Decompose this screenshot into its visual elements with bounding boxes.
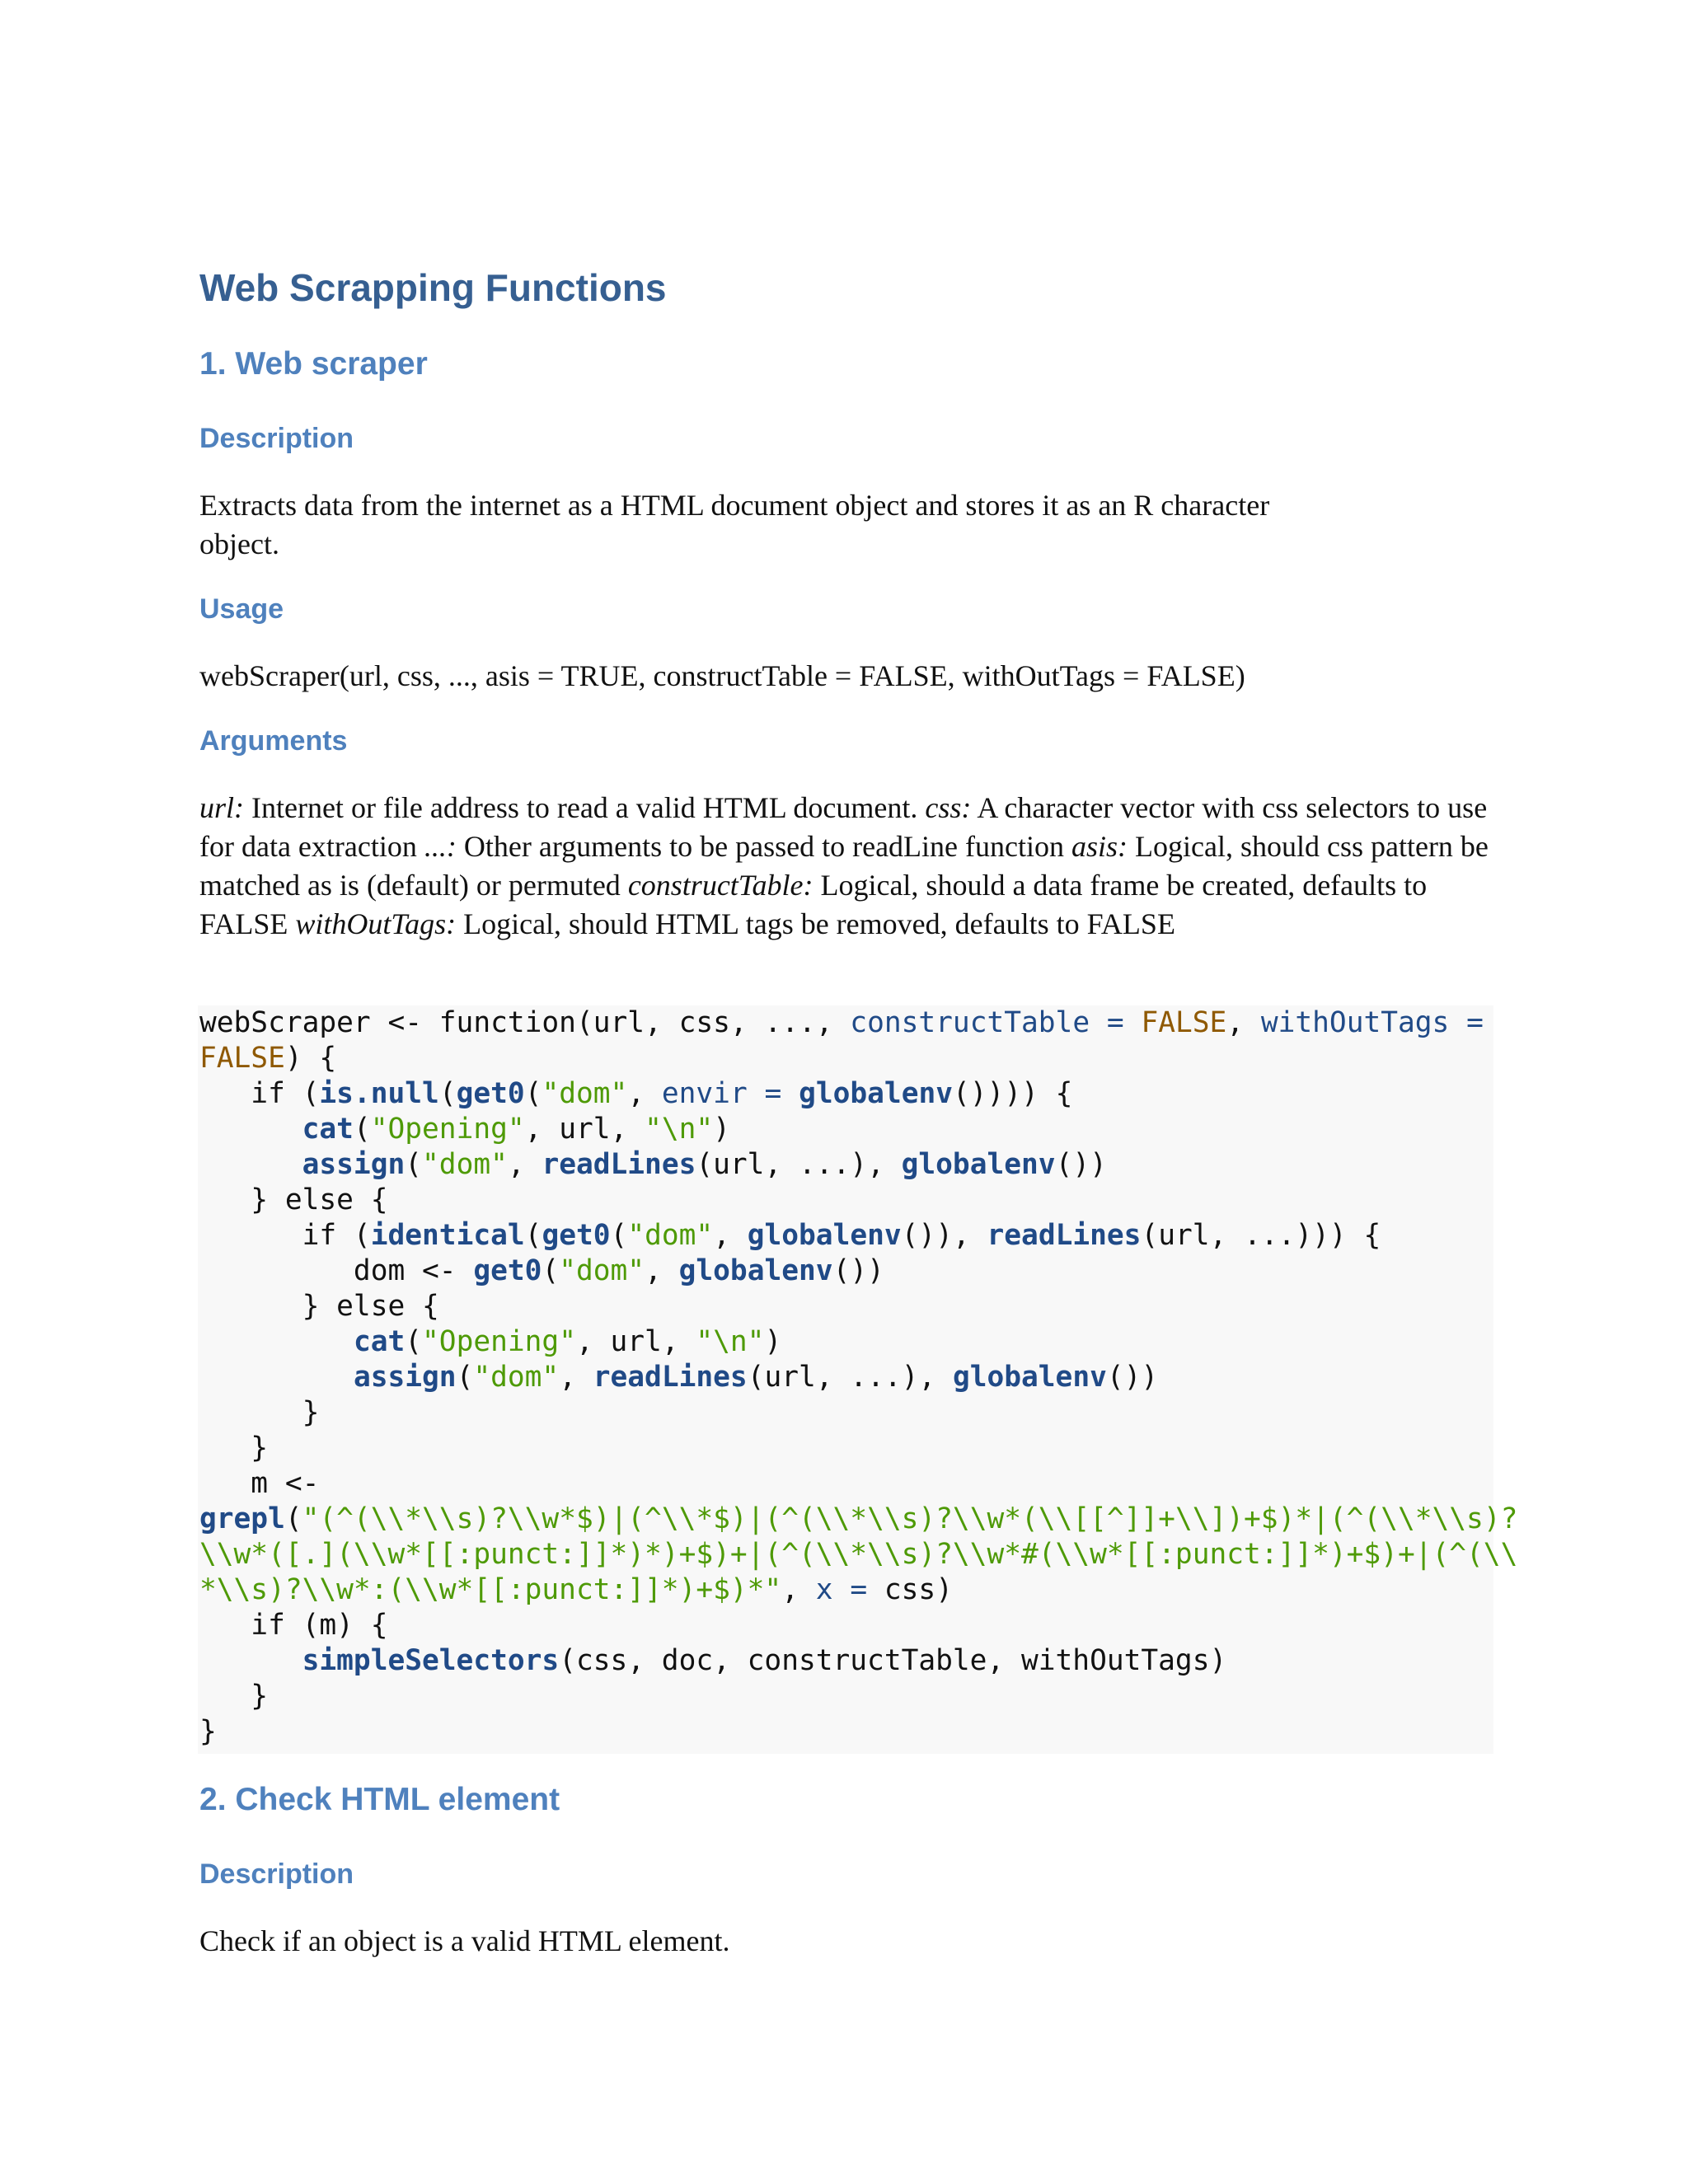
code-token: ( bbox=[284, 1502, 302, 1535]
code-token bbox=[781, 1077, 799, 1110]
code-token: ) bbox=[713, 1113, 730, 1146]
code-line bbox=[199, 1572, 1517, 1608]
section-heading-web-scraper: 1. Web scraper bbox=[199, 346, 428, 382]
code-token: ()))) { bbox=[953, 1077, 1073, 1110]
code-line bbox=[199, 1395, 1517, 1431]
code-token: , bbox=[627, 1077, 662, 1110]
code-token: ( bbox=[405, 1325, 423, 1358]
code-token-argument: = bbox=[764, 1077, 782, 1110]
code-token: (url, ...), bbox=[747, 1361, 953, 1394]
code-line bbox=[199, 1005, 1517, 1041]
arg-desc-url: Internet or file address to read a valid HTML document. bbox=[244, 791, 926, 824]
code-token: ( bbox=[438, 1077, 457, 1110]
description-text-2: Check if an object is a valid HTML element. bbox=[199, 1924, 730, 1957]
code-token bbox=[1090, 1006, 1107, 1039]
code-token: , bbox=[781, 1573, 816, 1606]
code-token: } bbox=[199, 1396, 320, 1429]
code-token bbox=[1124, 1006, 1142, 1039]
code-token-function: get0 bbox=[456, 1077, 525, 1110]
description-text bbox=[199, 486, 1493, 564]
code-token-string: *\\s)?\\w*:(\\w*[[:punct:]]*)+$)*" bbox=[199, 1573, 782, 1606]
code-token-string: "dom" bbox=[559, 1254, 645, 1287]
code-line bbox=[199, 1147, 1517, 1183]
code-line bbox=[199, 1112, 1517, 1147]
code-line bbox=[199, 1431, 1517, 1466]
code-token-argument: envir bbox=[661, 1077, 748, 1110]
usage-signature: webScraper(url, css, ..., asis = TRUE, constructTable = FALSE, withOutTags = FALSE) bbox=[199, 659, 1245, 692]
code-token: ( bbox=[524, 1077, 542, 1110]
arguments-heading: Arguments bbox=[199, 725, 348, 757]
code-line bbox=[199, 1076, 1517, 1112]
code-token-function: simpleSelectors bbox=[302, 1644, 560, 1677]
code-token: , url, bbox=[524, 1113, 645, 1146]
usage-heading: Usage bbox=[199, 593, 284, 625]
arguments-text bbox=[199, 789, 1493, 944]
code-token: ) { bbox=[284, 1042, 337, 1075]
code-block bbox=[198, 1005, 1518, 1754]
code-token-string: "dom" bbox=[542, 1077, 628, 1110]
code-token: } bbox=[199, 1432, 269, 1465]
code-token: } else { bbox=[199, 1290, 439, 1323]
code-token: ()) bbox=[1055, 1148, 1107, 1181]
code-token: ( bbox=[405, 1148, 423, 1181]
code-token-function: get0 bbox=[473, 1254, 542, 1287]
code-token: , bbox=[713, 1219, 748, 1252]
code-line bbox=[199, 1537, 1517, 1572]
arg-name-dots: ...: bbox=[424, 830, 457, 863]
document-title: Web Scrapping Functions bbox=[199, 266, 667, 309]
arg-desc-without-tags: Logical, should HTML tags be removed, defaults to FALSE bbox=[456, 907, 1175, 940]
code-token-string: \\w*([.](\\w*[[:punct:]]*)*)+$)+|(^(\\*\\s)?\\w*#(\\w*[[:punct:]]*)+$)+|(^(\\ bbox=[199, 1538, 1518, 1571]
code-token-function: identical bbox=[370, 1219, 525, 1252]
code-token-function: readLines bbox=[593, 1361, 748, 1394]
code-token-string: "Opening" bbox=[422, 1325, 576, 1358]
code-token bbox=[199, 1325, 354, 1358]
code-token: ()) bbox=[1106, 1361, 1159, 1394]
description-line: object. bbox=[199, 527, 279, 560]
code-line bbox=[199, 1466, 1517, 1502]
code-token-function: globalenv bbox=[799, 1077, 954, 1110]
code-token-function: cat bbox=[302, 1113, 354, 1146]
code-token-function: get0 bbox=[542, 1219, 611, 1252]
code-token: ( bbox=[524, 1219, 542, 1252]
code-token: , bbox=[559, 1361, 593, 1394]
code-token-constant: FALSE bbox=[1141, 1006, 1227, 1039]
arg-name-construct-table: constructTable: bbox=[627, 869, 814, 902]
code-token-function: is.null bbox=[319, 1077, 439, 1110]
arg-name-url: url: bbox=[199, 791, 244, 824]
code-token: , bbox=[1226, 1006, 1261, 1039]
code-token-string: "dom" bbox=[627, 1219, 714, 1252]
code-token: (url, ...))) { bbox=[1141, 1219, 1381, 1252]
code-token-argument: x bbox=[815, 1573, 833, 1606]
code-token-string: "(^(\\*\\s)?\\w*$)|(^\\*$)|(^(\\*\\s)?\\w*(\\[[^]]+\\])+$)*|(^(\\*\\s)? bbox=[302, 1502, 1518, 1535]
code-line bbox=[199, 1183, 1517, 1218]
code-token-function: globalenv bbox=[952, 1361, 1107, 1394]
code-line bbox=[199, 1254, 1517, 1289]
code-token-string: "dom" bbox=[473, 1361, 560, 1394]
arg-desc-dots: Other arguments to be passed to readLine function bbox=[456, 830, 1071, 863]
code-line bbox=[199, 1714, 1517, 1750]
code-token-string: "Opening" bbox=[370, 1113, 525, 1146]
arg-desc-construct-table: Logical, should a data frame be created, defaults to FALSE bbox=[199, 869, 1428, 940]
code-token-argument: constructTable bbox=[850, 1006, 1090, 1039]
code-token bbox=[748, 1077, 765, 1110]
code-token-argument: = bbox=[1466, 1006, 1484, 1039]
section-heading-check-html-element: 2. Check HTML element bbox=[199, 1782, 560, 1817]
code-token-function: globalenv bbox=[747, 1219, 902, 1252]
code-listing bbox=[199, 1005, 1517, 1750]
code-token: ) bbox=[764, 1325, 782, 1358]
code-token: ( bbox=[610, 1219, 628, 1252]
code-line bbox=[199, 1041, 1517, 1076]
code-token bbox=[833, 1573, 851, 1606]
description-heading: Description bbox=[199, 423, 354, 454]
code-token: ( bbox=[456, 1361, 474, 1394]
arg-desc-asis: Logical, should css pattern be matched as is (default) or permuted bbox=[199, 830, 1489, 902]
code-line bbox=[199, 1289, 1517, 1324]
code-token: dom <- bbox=[199, 1254, 474, 1287]
code-token: if (m) { bbox=[199, 1609, 388, 1642]
code-line bbox=[199, 1218, 1517, 1254]
code-token: ()), bbox=[901, 1219, 987, 1252]
code-token-argument: = bbox=[850, 1573, 868, 1606]
arg-name-without-tags: withOutTags: bbox=[295, 907, 457, 940]
code-token: css) bbox=[867, 1573, 953, 1606]
code-token: , bbox=[507, 1148, 542, 1181]
code-token: (css, doc, constructTable, withOutTags) bbox=[559, 1644, 1227, 1677]
code-token bbox=[1449, 1006, 1466, 1039]
code-token bbox=[199, 1361, 354, 1394]
arg-name-asis: asis: bbox=[1071, 830, 1128, 863]
code-token-argument: = bbox=[1106, 1006, 1124, 1039]
code-token-function: globalenv bbox=[901, 1148, 1056, 1181]
code-token: m <- bbox=[199, 1467, 320, 1500]
code-token bbox=[199, 1113, 302, 1146]
code-token-function: grepl bbox=[199, 1502, 285, 1535]
code-token-function: globalenv bbox=[678, 1254, 833, 1287]
code-token-string: "\n" bbox=[696, 1325, 765, 1358]
code-token: , bbox=[645, 1254, 679, 1287]
code-token: } bbox=[199, 1680, 269, 1713]
code-token-function: readLines bbox=[542, 1148, 696, 1181]
code-line bbox=[199, 1643, 1517, 1679]
code-token: } else { bbox=[199, 1183, 388, 1216]
code-token-string: "\n" bbox=[645, 1113, 714, 1146]
code-token-function: assign bbox=[353, 1361, 457, 1394]
code-token: if ( bbox=[199, 1077, 320, 1110]
code-token: , url, bbox=[575, 1325, 696, 1358]
code-line bbox=[199, 1608, 1517, 1643]
code-token-argument: withOutTags bbox=[1260, 1006, 1450, 1039]
code-token-function: cat bbox=[353, 1325, 406, 1358]
code-token bbox=[199, 1148, 302, 1181]
code-token: ( bbox=[542, 1254, 560, 1287]
code-token-constant: FALSE bbox=[199, 1042, 285, 1075]
code-token: ()) bbox=[832, 1254, 884, 1287]
code-token-function: assign bbox=[302, 1148, 406, 1181]
code-token-function: readLines bbox=[987, 1219, 1142, 1252]
code-token: if ( bbox=[199, 1219, 371, 1252]
code-token-string: "dom" bbox=[422, 1148, 508, 1181]
code-token: (url, ...), bbox=[696, 1148, 902, 1181]
arg-name-css: css: bbox=[925, 791, 972, 824]
code-token: } bbox=[199, 1715, 217, 1748]
code-line bbox=[199, 1679, 1517, 1714]
code-line bbox=[199, 1324, 1517, 1360]
code-token bbox=[199, 1644, 302, 1677]
code-token: ( bbox=[353, 1113, 371, 1146]
arg-desc-css: A character vector with css selectors to use for data extraction bbox=[199, 791, 1488, 863]
description-line: Extracts data from the internet as a HTML document object and stores it as an R character bbox=[199, 489, 1270, 522]
code-token: webScraper <- function(url, css, ..., bbox=[199, 1006, 851, 1039]
code-line bbox=[199, 1360, 1517, 1395]
description-heading-2: Description bbox=[199, 1858, 354, 1890]
code-line bbox=[199, 1502, 1517, 1537]
